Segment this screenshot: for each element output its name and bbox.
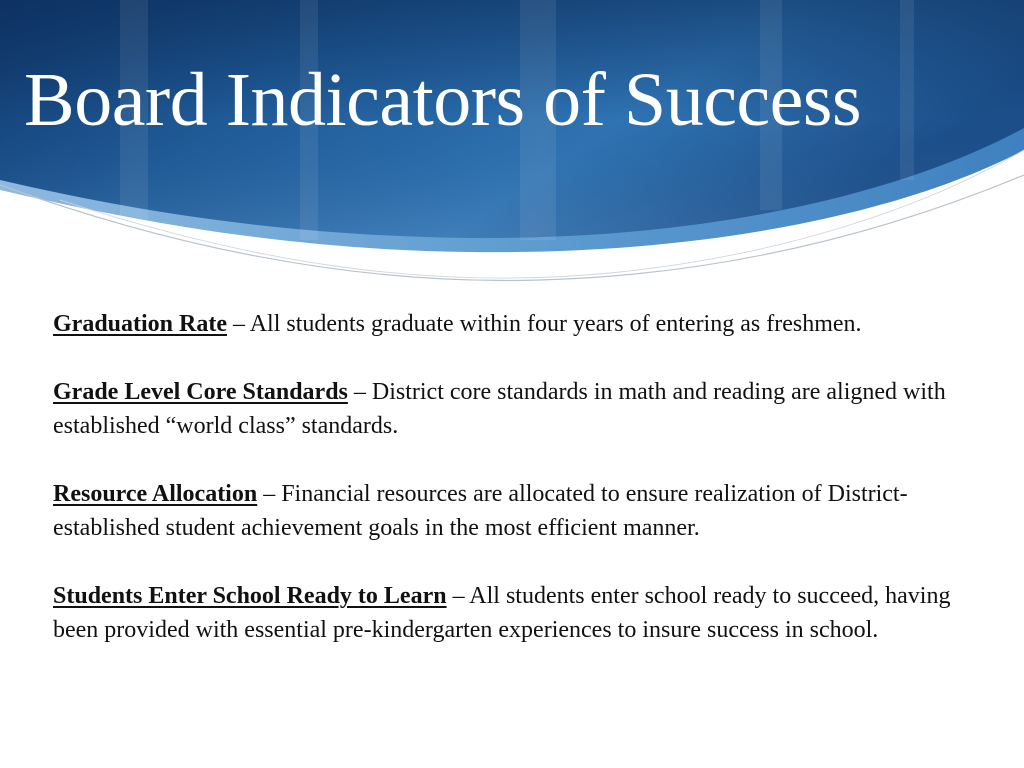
indicator-separator: –	[257, 481, 282, 507]
indicator-list	[53, 307, 983, 681]
indicator-term: Graduation Rate	[53, 311, 227, 337]
indicator-term: Grade Level Core Standards	[53, 379, 348, 405]
indicator-description: District core standards in math and reading are aligned with established “world class” standards.	[53, 379, 946, 439]
indicator-separator: –	[347, 379, 372, 405]
indicator-term: Resource Allocation	[53, 481, 258, 507]
indicator-separator: –	[446, 583, 470, 609]
indicator-description: All students graduate within four years of entering as freshmen.	[249, 311, 862, 337]
indicator-item	[53, 579, 983, 647]
indicator-item	[53, 375, 983, 443]
indicator-description: All students enter school ready to succeed, having been provided with essential pre-kindergarten experiences to insure success in school.	[53, 583, 951, 643]
indicator-separator: –	[227, 311, 250, 337]
header-banner	[0, 0, 1024, 300]
indicator-item	[53, 307, 983, 341]
indicator-item	[53, 477, 983, 545]
slide-title: Board Indicators of Success	[24, 58, 862, 142]
indicator-description: Financial resources are allocated to ensure realization of District-established student achievement goals in the most efficient manner.	[53, 481, 908, 541]
indicator-term: Students Enter School Ready to Learn	[53, 583, 447, 609]
